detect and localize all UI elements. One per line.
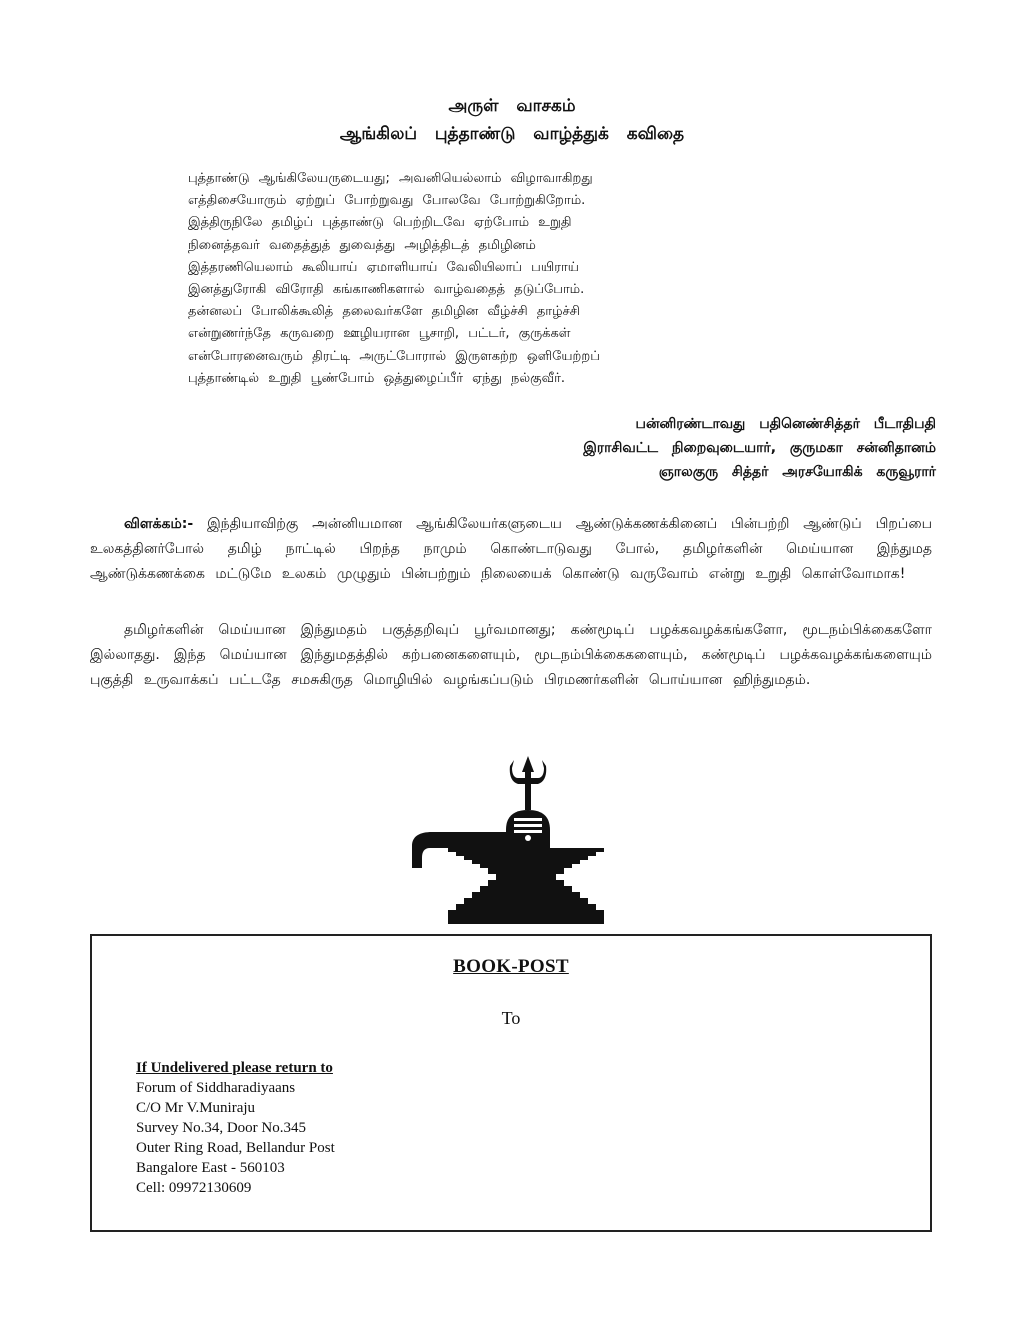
poem-line: நினைத்தவர் வதைத்துத் துவைத்து அழித்திடத் தமிழினம் xyxy=(188,237,536,253)
title-block xyxy=(0,92,1024,148)
shiva-lingam-with-trident-icon xyxy=(408,752,608,928)
signature-line-1: பன்னிரண்டாவது பதினெண்சித்தர் பீடாதிபதி xyxy=(635,416,936,432)
to-label: To xyxy=(501,1008,521,1028)
explanation-paragraph-2 xyxy=(90,618,932,693)
vibhuti-line xyxy=(514,824,542,827)
return-heading: If Undelivered please return to xyxy=(136,1060,333,1076)
explanation-text-1: இந்தியாவிற்கு அன்னியமான ஆங்கிலேயர்களுடைய ஆண்டுக்கணக்கினைப் பின்பற்றி ஆண்டுப் பிறப்பை உலகத்தினர்போல் தமிழ் நாட்டில் பிறந்த நாமும் கொண்டாடுவது போல், தமிழர்களின் மெய்யான இந்துமத ஆண்டுக்கணக்கை மட்டுமே உலகம் முழுதும் பின்பற்றும் நிலையைக் கொண்டு வருவோம் என்று உறுதி கொள்வோமாக! xyxy=(90,516,932,582)
poem-line: புத்தாண்டு ஆங்கிலேயருடையது; அவனியெல்லாம் விழாவாகிறது xyxy=(188,171,593,186)
explanation-text-2: தமிழர்களின் மெய்யான இந்துமதம் பகுத்தறிவுப் பூர்வமானது; கண்மூடிப் பழக்கவழக்கங்களோ, மூடநம்பிக்கைகளோ இல்லாதது. இந்த மெய்யான இந்துமதத்தில் கற்பனைகளையும், மூடநம்பிக்கைகளையும், கண்மூடிப் பழக்கவழக்கங்களையும் புகுத்தி உருவாக்கப் பட்டதே சமசுகிருத மொழியில் வழங்கப்படும் பிரமணர்களின் பொய்யான ஹிந்துமதம். xyxy=(90,622,932,688)
poem-line: இனத்துரோகி விரோதி கங்காணிகளால் வாழ்வதைத் தடுப்போம். xyxy=(188,282,585,298)
signature-line-2: இராசிவட்ட நிறைவுடையார், குருமகா சன்னிதானம் xyxy=(583,440,936,456)
poem-line: புத்தாண்டில் உறுதி பூண்போம் ஒத்துழைப்பீர் ஏந்து நல்குவீர். xyxy=(188,370,565,386)
poem-line: இத்திருநிலே தமிழ்ப் புத்தாண்டு பெற்றிடவே ஏற்போம் உறுதி xyxy=(188,215,572,231)
vibhuti-line xyxy=(514,830,542,833)
address-line: C/O Mr V.Muniraju xyxy=(136,1100,256,1116)
return-address xyxy=(136,1058,335,1198)
mailing-box xyxy=(90,934,932,1232)
lingam-top xyxy=(506,810,550,848)
poem-line: எத்திசையோரும் ஏற்றுப் போற்றுவது போலவே போற்றுகிறோம். xyxy=(188,193,586,209)
book-post-label: BOOK-POST xyxy=(453,956,569,977)
trident-head xyxy=(510,756,546,810)
lingam-base xyxy=(448,848,604,924)
address-line: Survey No.34, Door No.345 xyxy=(136,1120,306,1136)
explanation-paragraph-1 xyxy=(90,512,932,587)
emblem-shapes xyxy=(412,756,604,924)
poem-line: என்போரனைவரும் திரட்டி அருட்போரால் இருளகற்ற ஒளியேற்றப் xyxy=(188,348,600,364)
address-line: Cell: 09972130609 xyxy=(136,1180,252,1196)
emblem-graphic xyxy=(408,752,608,928)
signature-block xyxy=(583,412,936,484)
poem-line: தன்னலப் போலிக்கூலித் தலைவர்களே தமிழின வீழ்ச்சி தாழ்ச்சி xyxy=(188,304,580,320)
address-line: Bangalore East - 560103 xyxy=(136,1160,285,1176)
address-line: Outer Ring Road, Bellandur Post xyxy=(136,1140,335,1156)
poem-line: என்றுணர்ந்தே கருவறை ஊழியரான பூசாறி, பட்டர், குருக்கள் xyxy=(188,326,571,342)
explanation-label: விளக்கம்:- xyxy=(124,516,194,532)
address-line: Forum of Siddharadiyaans xyxy=(136,1080,296,1096)
tilak-dot xyxy=(525,835,531,841)
poem-line: இத்தரணியெலாம் கூலியாய் ஏமாளியாய் வேலியிலாப் பயிராய் xyxy=(188,259,579,275)
vibhuti-line xyxy=(514,818,542,821)
title-line-1: அருள் வாசகம் xyxy=(448,96,576,116)
title-line-2: ஆங்கிலப் புத்தாண்டு வாழ்த்துக் கவிதை xyxy=(339,124,685,144)
signature-line-3: ஞாலகுரு சித்தர் அரசயோகிக் கருவூரார் xyxy=(658,464,936,480)
poem xyxy=(188,168,748,390)
